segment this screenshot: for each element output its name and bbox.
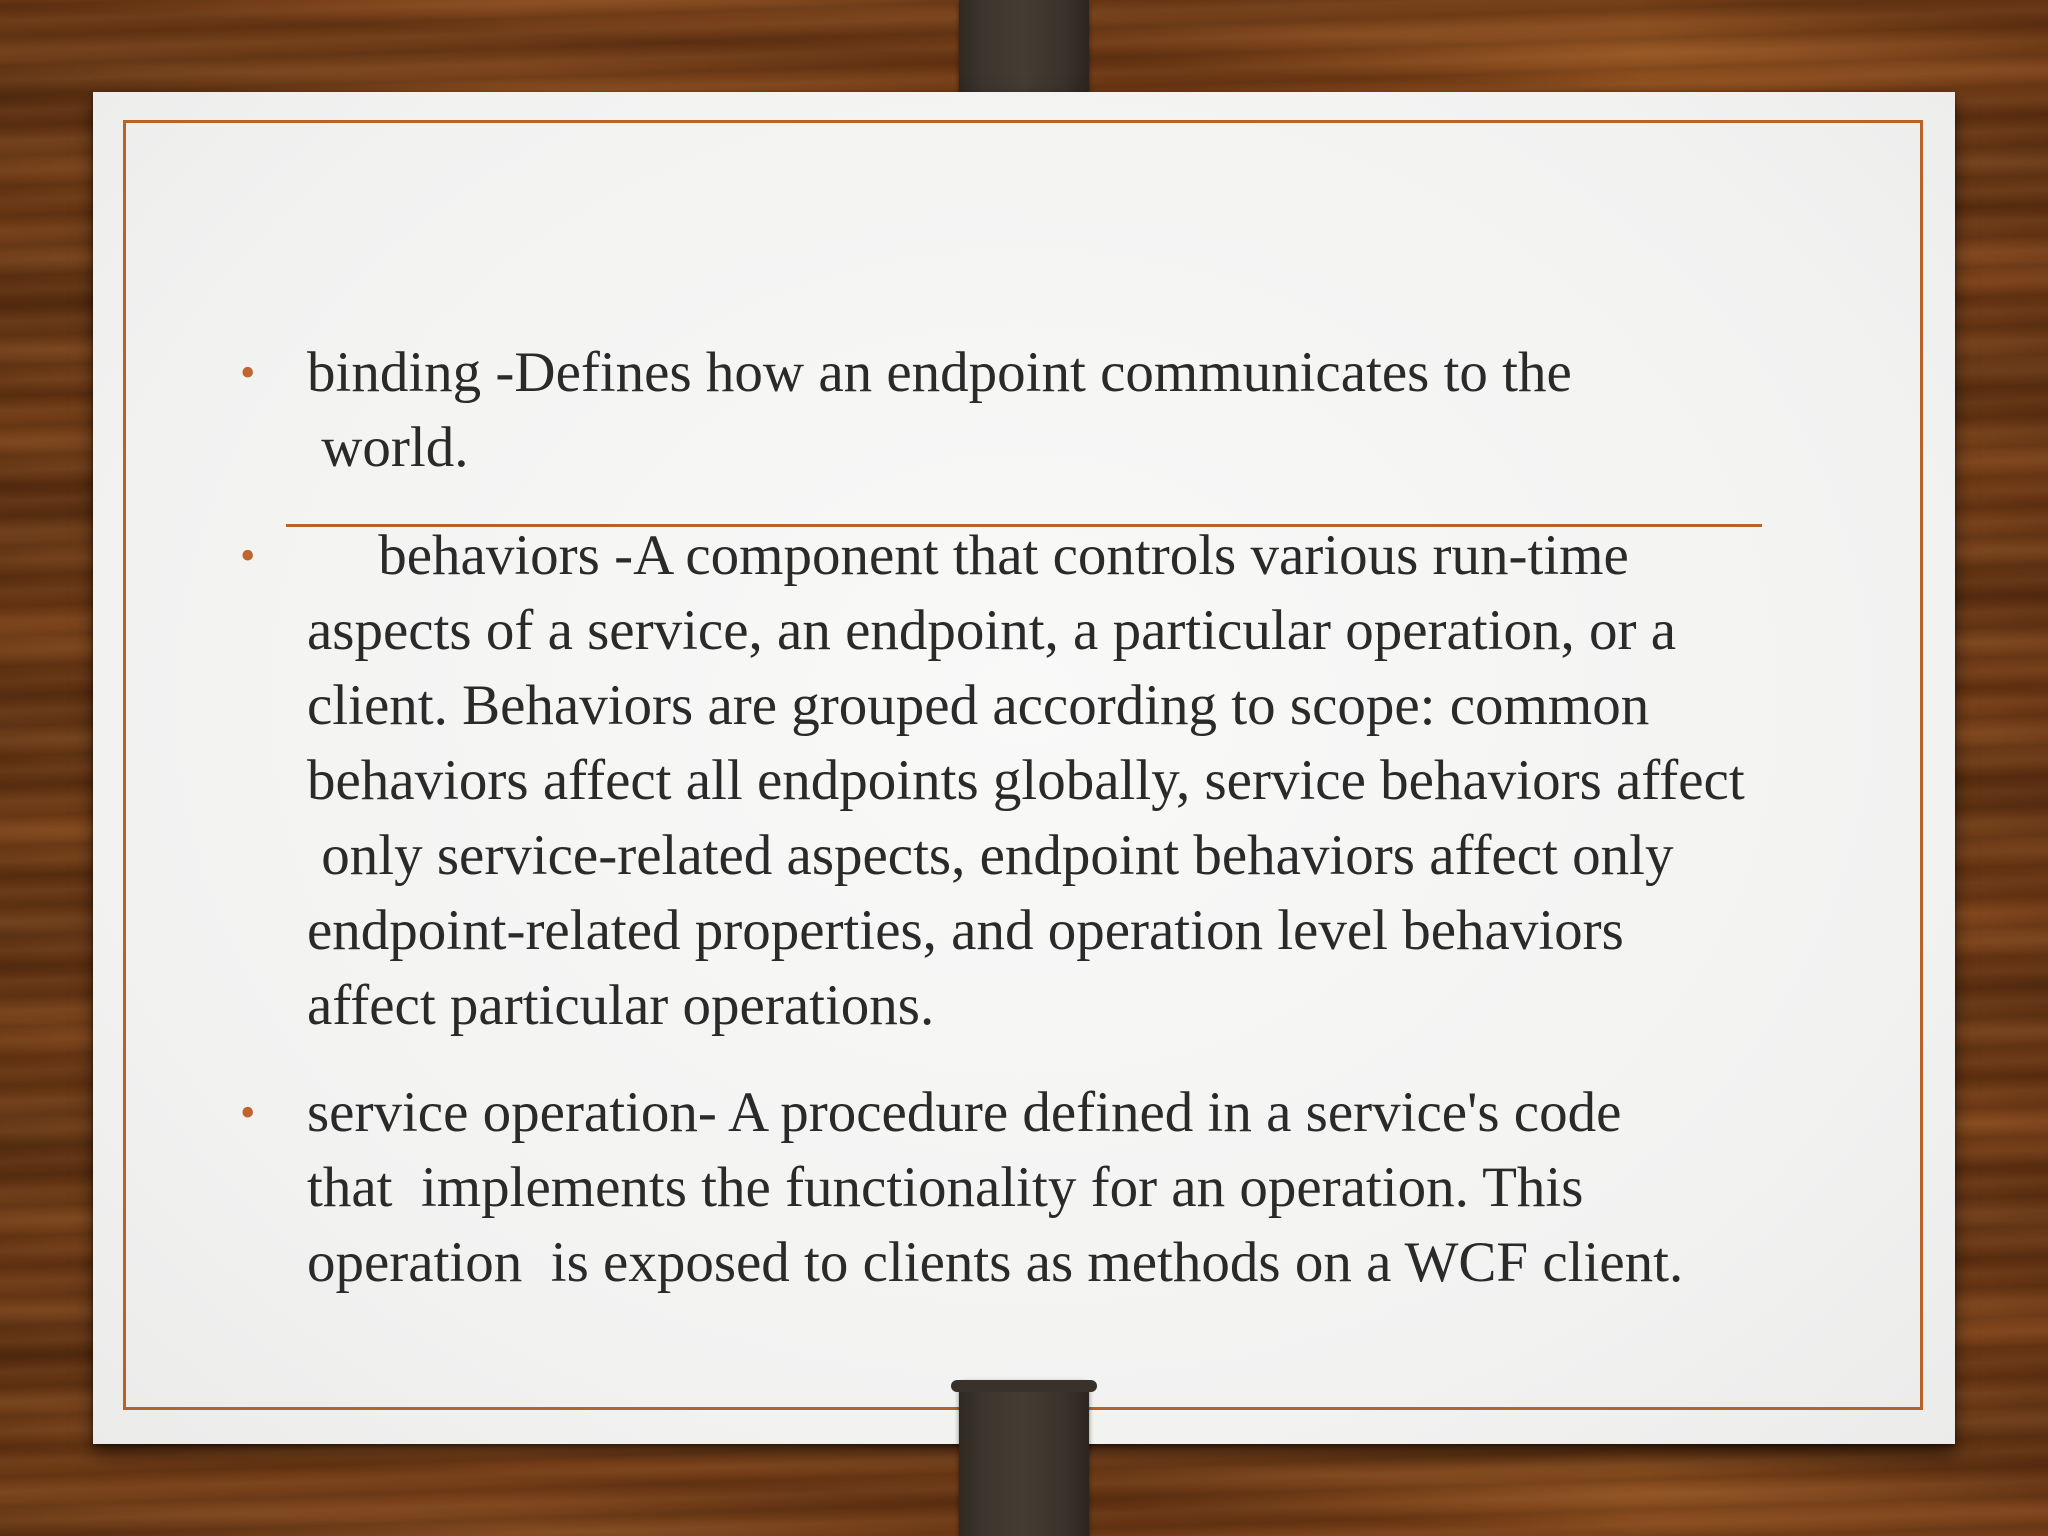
text-line: affect particular operations.: [307, 974, 935, 1037]
bottom-strap: [959, 1380, 1089, 1536]
bullet-text: [307, 518, 1887, 1043]
text-line: service operation- A procedure defined in a service's code: [307, 1081, 1622, 1144]
bullet-marker: •: [240, 531, 256, 580]
text-line: binding -Defines how an endpoint communicates to the: [307, 341, 1572, 404]
text-line: only service-related aspects, endpoint behaviors affect only: [307, 824, 1674, 887]
text-line: client. Behaviors are grouped according to scope: common: [307, 674, 1650, 737]
text-line: behaviors affect all endpoints globally, service behaviors affect: [307, 749, 1745, 812]
text-line: aspects of a service, an endpoint, a particular operation, or a: [307, 599, 1677, 662]
text-line: behaviors -A component that controls various run-time: [307, 524, 1629, 587]
bullet-text: [307, 335, 1887, 485]
text-line: endpoint-related properties, and operation level behaviors: [307, 899, 1624, 962]
bullet-marker: •: [240, 1088, 256, 1137]
text-line: world.: [307, 416, 469, 479]
text-line: operation is exposed to clients as methods on a WCF client.: [307, 1231, 1684, 1294]
text-line: that implements the functionality for an operation. This: [307, 1156, 1584, 1219]
bullet-marker: •: [240, 348, 256, 397]
bullet-text: [307, 1075, 1887, 1300]
